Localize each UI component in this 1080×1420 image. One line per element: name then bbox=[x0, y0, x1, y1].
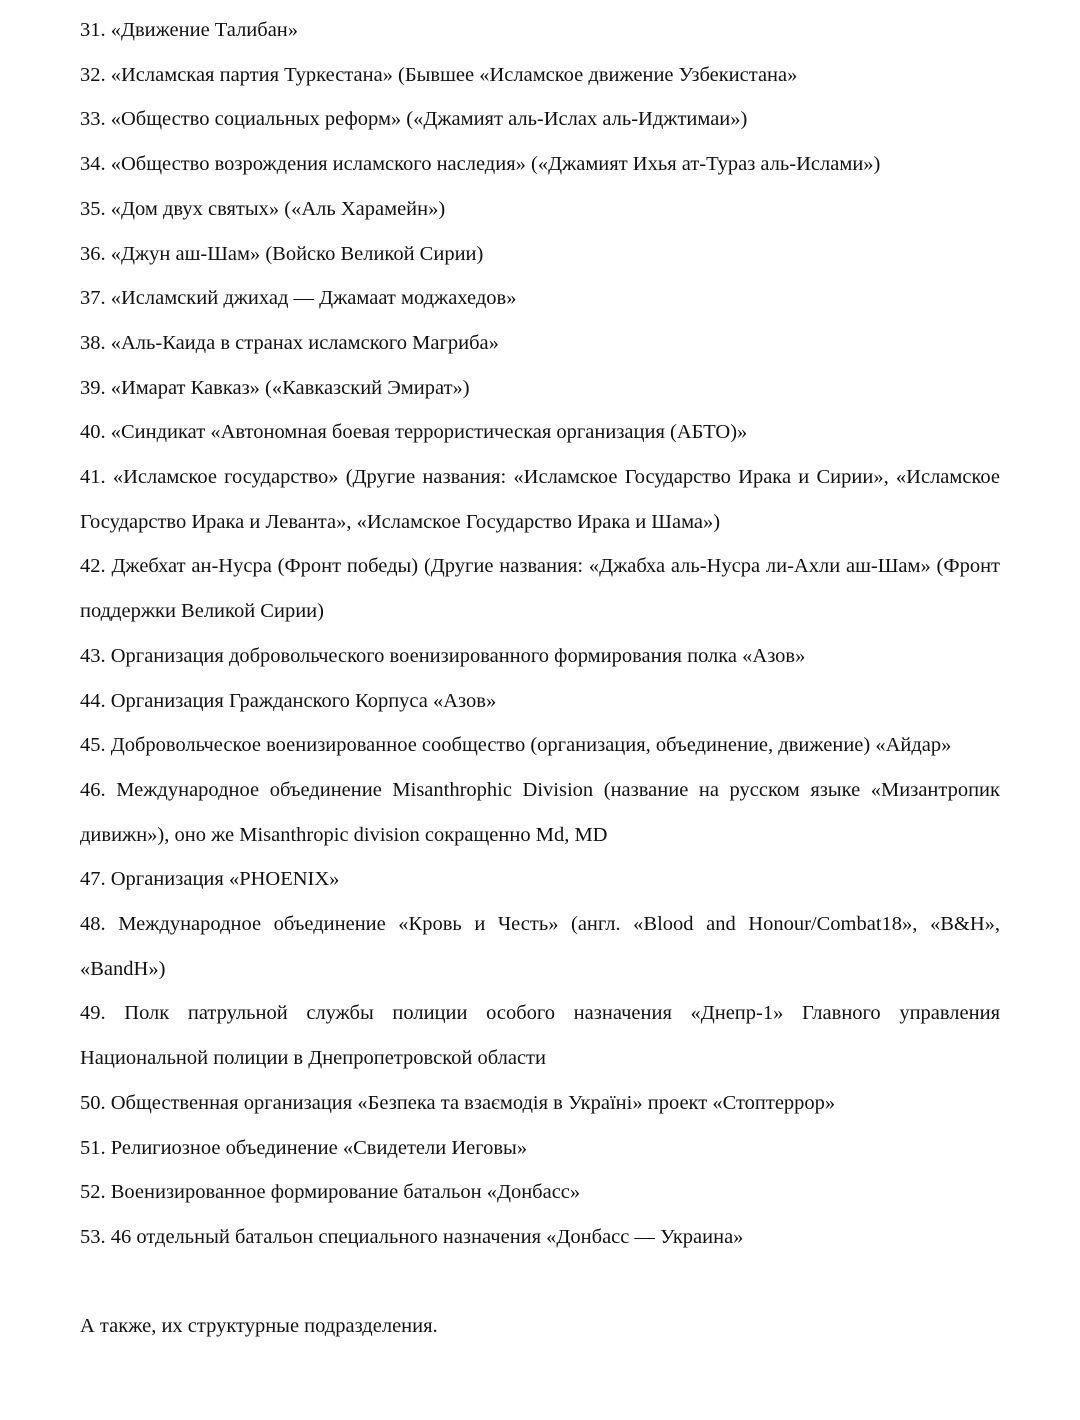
list-item-33: 33. «Общество социальных реформ» («Джамият аль-Ислах аль-Иджтимаи») bbox=[80, 108, 748, 131]
list-item-50: 50. Общественная организация «Безпека та взаємодія в Україні» проект «Стоптеррор» bbox=[80, 1091, 836, 1114]
paragraph-gap bbox=[80, 1260, 1000, 1304]
list-item-41: 41. «Исламское государство» (Другие названия: «Исламское Государство Ирака и Сирии», «Исламское Государство Ирака и Леванта», «Исламское Государство Ирака и Шама») bbox=[80, 466, 1000, 533]
list-item-49: 49. Полк патрульной службы полиции особого назначения «Днепр-1» Главного управления Национальной полиции в Днепропетровской области bbox=[80, 1002, 1000, 1070]
list-item-46: 46. Международное объединение Misanthrophic Division (название на русском языке «Мизантропик дивижн»), оно же Misanthropic division сокращенно Md, MD bbox=[80, 778, 1000, 846]
list-item-42: 42. Джебхат ан-Нусра (Фронт победы) (Другие названия: «Джабха аль-Нусра ли-Ахли аш-Шам» (Фронт поддержки Великой Сирии) bbox=[80, 555, 1000, 623]
list-item-31: 31. «Движение Талибан» bbox=[80, 19, 299, 41]
list-item-40: 40. «Синдикат «Автономная боевая террористическая организация (АБТО)» bbox=[80, 421, 748, 444]
list-item-32: 32. «Исламская партия Туркестана» (Бывшее «Исламское движение Узбекистана» bbox=[80, 63, 798, 86]
list-item-47: 47. Организация «PHOENIX» bbox=[80, 868, 340, 891]
list-item-34: 34. «Общество возрождения исламского наследия» («Джамият Ихья ат-Тураз аль-Ислами») bbox=[80, 153, 881, 176]
document-page bbox=[80, 8, 1000, 1348]
list-item-48: 48. Международное объединение «Кровь и Честь» (англ. «Blood and Honour/Combat18», «B&H», «BandH») bbox=[80, 913, 1000, 980]
closing-paragraph: А также, их структурные подразделения. bbox=[80, 1314, 438, 1337]
list-item-45: 45. Добровольческое военизированное сообщество (организация, объединение, движение) «Айдар» bbox=[80, 734, 952, 757]
list-item-51: 51. Религиозное объединение «Свидетели Иеговы» bbox=[80, 1136, 528, 1159]
list-item-35: 35. «Дом двух святых» («Аль Харамейн») bbox=[80, 197, 446, 220]
list-item-36: 36. «Джун аш-Шам» (Войско Великой Сирии) bbox=[80, 242, 484, 265]
list-item-39: 39. «Имарат Кавказ» («Кавказский Эмират») bbox=[80, 376, 470, 399]
list-item-44: 44. Организация Гражданского Корпуса «Азов» bbox=[80, 689, 497, 712]
list-item-37: 37. «Исламский джихад — Джамаат моджахедов» bbox=[80, 287, 517, 310]
list-item-38: 38. «Аль-Каида в странах исламского Магриба» bbox=[80, 331, 499, 354]
list-item-52: 52. Военизированное формирование батальон «Донбасс» bbox=[80, 1181, 581, 1204]
list-item-43: 43. Организация добровольческого военизированного формирования полка «Азов» bbox=[80, 644, 806, 667]
list-item-53: 53. 46 отдельный батальон специального назначения «Донбасс — Украина» bbox=[80, 1225, 744, 1248]
